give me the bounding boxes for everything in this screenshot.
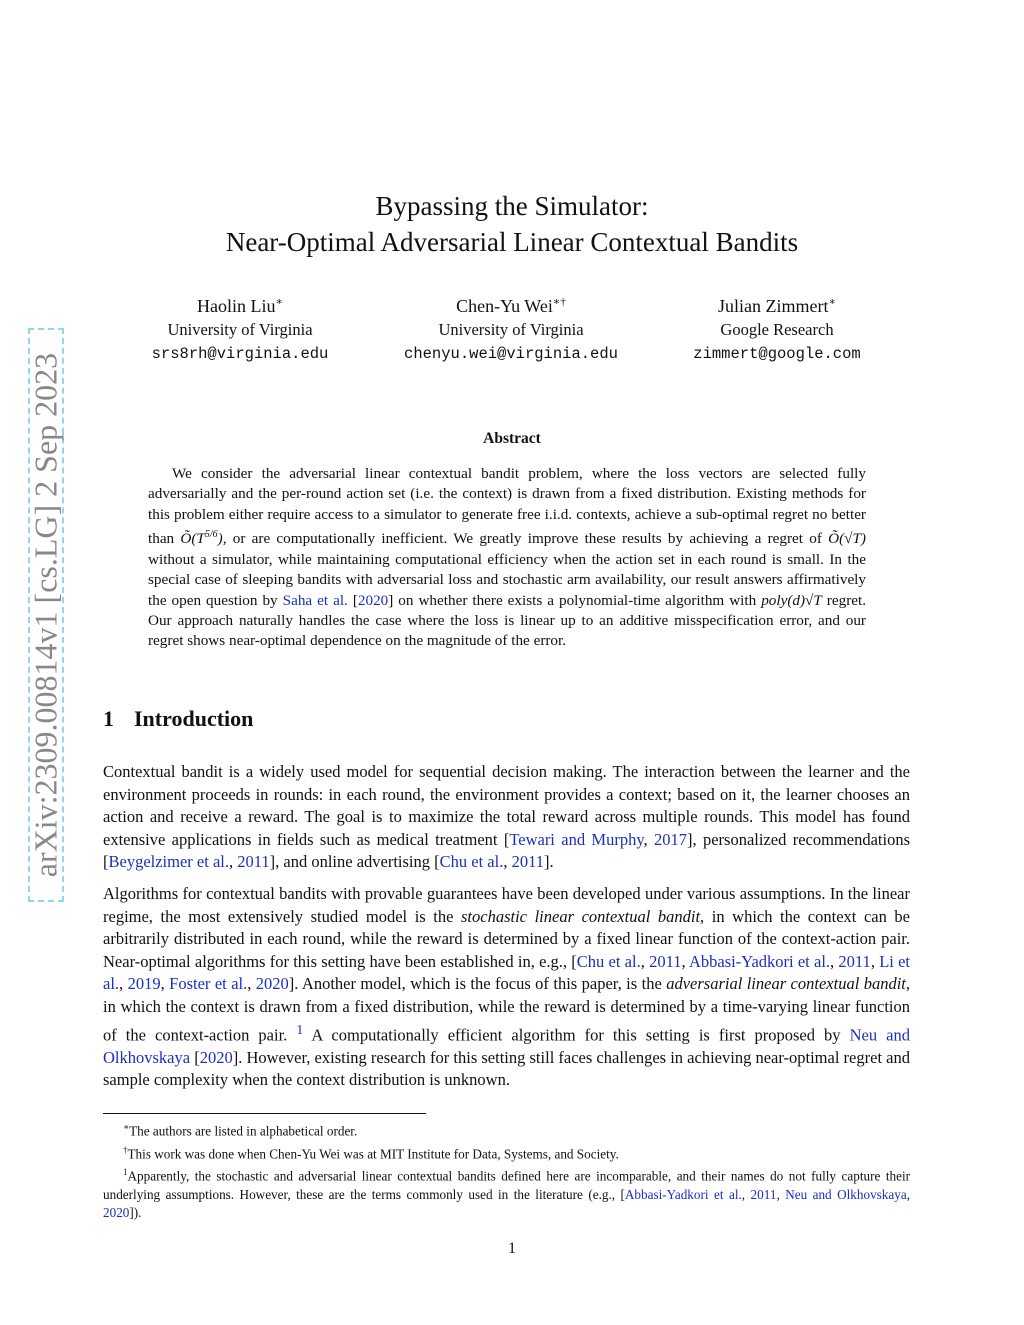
citation-year-link[interactable]: 2020 (255, 974, 289, 994)
author-mark: ∗ (828, 296, 836, 308)
math-expr: Õ(T (180, 530, 205, 548)
citation-link[interactable]: Chu et al. (576, 951, 641, 971)
citation-link[interactable]: Beygelzimer et al. (108, 852, 229, 872)
body-text: ]. (543, 852, 554, 872)
title-line-1: Bypassing the Simulator: (375, 191, 649, 221)
section-number: 1 (103, 706, 114, 731)
section-title: Introduction (134, 706, 254, 731)
footnote-3: $^1$Apparently, the stochastic and adversarial linear contextual bandits defined here are incomparable, and their names do not fully capture their underlying assumptions. However, these are the terms commonly used in the literature (e.g., [Abbasi-Yadkori et al., 2011, Neu and Olkhovskaya, 2020]). (103, 1167, 910, 1220)
citation-year-link[interactable]: 2020 (103, 1204, 130, 1220)
body-text: , in which the context is drawn from a fixed distribution, while the reward is determined by a time-varying linear function of the context-action pair. (103, 974, 911, 1045)
footnote-text: Apparently, the stochastic and adversarial linear contextual bandits defined here are incomparable, and their names do not fully capture their underlying assumptions. However, these are the terms commonly used in the literature (e.g., [ (103, 1168, 910, 1202)
footnote-mark: † (123, 1144, 128, 1155)
math-regret-result: Õ(√T) (828, 530, 866, 548)
abstract-text: We consider the adversarial linear contextual bandit problem, where the loss vectors are selected fully adversarially and the per-round action set (i.e. the context) is drawn from a fixed distribution. Existing methods for this problem either require access to a simulator to generate free i.i.d. contexts, achieve a sub-optimal regret no better than (148, 465, 866, 548)
section-heading (103, 706, 253, 732)
citation-link[interactable]: Saha et al. (282, 591, 348, 609)
author-block (647, 290, 907, 366)
author-affiliation: University of Virginia (167, 320, 313, 339)
author-affiliation: Google Research (720, 320, 834, 339)
citation-year-link[interactable]: 2011 (750, 1186, 777, 1202)
abstract-text: on whether there exists a polynomial-time algorithm with (393, 591, 762, 609)
citation-year-link[interactable]: 2011 (511, 852, 544, 872)
citation-year-link[interactable]: 2017 (654, 829, 687, 849)
footnote-divider (103, 1113, 426, 1114)
author-name: Julian Zimmert (718, 296, 829, 316)
paper-title (0, 188, 1024, 260)
citation-year-link[interactable]: 2020 (357, 591, 389, 609)
math-regret-bound (180, 530, 222, 547)
author-block (110, 290, 370, 366)
citation-year-link[interactable]: 2011 (838, 951, 871, 971)
math-poly-regret: poly(d)√T (761, 591, 822, 609)
citation-year-link[interactable]: 2011 (649, 951, 682, 971)
author-name: Haolin Liu (197, 296, 276, 316)
citation-year-link[interactable]: 2019 (127, 974, 161, 994)
body-text: ], and online advertising [ (269, 852, 440, 872)
emphasis: stochastic linear contextual bandit (461, 906, 701, 926)
author-email[interactable]: chenyu.wei@virginia.edu (404, 345, 618, 363)
citation-link[interactable]: Neu and Olkhovskaya (103, 1025, 910, 1067)
footnote-text: The authors are listed in alphabetical order. (129, 1123, 358, 1139)
body-text: Algorithms for contextual bandits with provable guarantees have been developed under various assumptions. In the linear regime, the most extensively studied model is the (103, 884, 910, 926)
citation-link[interactable]: Abbasi-Yadkori et al. (688, 951, 831, 971)
math-exponent: 5/6 (204, 529, 218, 541)
arxiv-stamp-text: arXiv:2309.00814v1 [cs.LG] 2 Sep 2023 (27, 352, 64, 878)
citation-link[interactable]: Tewari and Murphy (509, 829, 644, 849)
author-mark: ∗ (275, 296, 283, 308)
citation-link[interactable]: Chu et al. (439, 852, 504, 872)
abstract-body (148, 464, 866, 652)
footnote-1 (103, 1118, 910, 1141)
body-text: ], personalized recommendations [ (103, 829, 910, 872)
page-number: 1 (508, 1240, 516, 1257)
citation-link[interactable]: Foster et al. (169, 974, 248, 994)
bracket: [ (347, 591, 358, 609)
footnote-text: ]). (129, 1204, 142, 1220)
footnote-link[interactable]: 1 (296, 1021, 304, 1037)
arxiv-identifier-stamp (28, 328, 64, 902)
body-text: , in which the context can be arbitrarily distributed in each round, while the reward is determined by a fixed linear function of the context-action pair. Near-optimal algorithms for this setting have been established in, e.g., [ (103, 906, 910, 971)
math-paren: ) (217, 530, 223, 548)
author-mark: ∗† (552, 296, 566, 308)
footnotes (103, 1118, 910, 1222)
intro-paragraph-1: Contextual bandit is a widely used model for sequential decision making. The interaction between the learner and the environment proceeds in rounds: in each round, the environment provides a context; based on it, the learner chooses an action and receive a reward. The goal is to maximize the total reward across multiple rounds. This model has found extensive applications in fields such as medical treatment [Tewari and Murphy, 2017], personalized recommendations [Beygelzimer et al., 2011], and online advertising [Chu et al., 2011]. (103, 762, 910, 872)
citation-year-link[interactable]: 2020 (199, 1047, 233, 1067)
footnote-text: This work was done when Chen-Yu Wei was at MIT Institute for Data, Systems, and Society. (127, 1145, 619, 1161)
title-line-2: Near-Optimal Adversarial Linear Contextual Bandits (225, 227, 799, 257)
body-text: Contextual bandit is a widely used model for sequential decision making. The interaction between the learner and the environment proceeds in rounds: in each round, the environment provides a context; based on it, the learner chooses an action and receive a reward. The goal is to maximize the total reward across multiple rounds. This model has found extensive applications in fields such as medical treatment [ (103, 762, 910, 849)
intro-paragraph-2: Algorithms for contextual bandits with provable guarantees have been developed under various assumptions. In the linear regime, the most extensively studied model is the stochastic linear contextual bandit, in which the context can be arbitrarily distributed in each round, while the reward is determined by a fixed linear function of the context-action pair. Near-optimal algorithms for this setting have been established in, e.g., [Chu et al., 2011, Abbasi-Yadkori et al., 2011, Li et al., 2019, Foster et al., 2020]. Another model, which is the focus of this paper, is the adversarial linear contextual bandit, in which the context is drawn from a fixed distribution, while the reward is determined by a time-varying linear function of the context-action pair. $^1$ A computationally efficient algorithm for this setting is first proposed by Neu and Olkhovskaya [2020]. However, existing research for this setting still faces challenges in achieving near-optimal regret and sample complexity when the context distribution is unknown. (103, 884, 911, 1090)
citation-link[interactable]: Abbasi-Yadkori et al. (624, 1186, 742, 1202)
footnote-2 (103, 1141, 910, 1164)
author-email[interactable]: zimmert@google.com (693, 345, 861, 363)
body-text: ]. However, existing research for this setting still faces challenges in achieving near-optimal regret and sample complexity when the context distribution is unknown. (103, 1047, 910, 1090)
author-email[interactable]: srs8rh@virginia.edu (151, 345, 329, 363)
body-text: A computationally efficient algorithm for this setting is first proposed by (303, 1025, 850, 1045)
abstract-text: , or are computationally inefficient. We greatly improve these results by achieving a regret of (222, 530, 829, 548)
citation-link[interactable]: Li et al. (103, 951, 911, 994)
footnote-mark: 1 (123, 1167, 128, 1178)
author-name: Chen-Yu Wei (456, 296, 553, 316)
body-text: ]. Another model, which is the focus of this paper, is the (288, 974, 667, 994)
citation-link[interactable]: Neu and Olkhovskaya (785, 1186, 907, 1202)
citation-year-link[interactable]: 2011 (237, 852, 270, 872)
abstract-text: regret. Our approach naturally handles the case where the loss is linear up to an additive misspecification error, and our regret shows near-optimal dependence on the magnitude of the error. (148, 591, 867, 650)
author-block (381, 290, 641, 366)
emphasis: adversarial linear contextual bandit (666, 974, 906, 994)
footnote-mark: ∗ (123, 1122, 130, 1132)
abstract-text: without a simulator, while maintaining computational efficiency when the action set in each round is small. In the special case of sleeping bandits with adversarial loss and stochastic arm availability, our result answers affirmatively the open question by (148, 550, 866, 609)
bracket: ] (388, 591, 394, 609)
author-affiliation: University of Virginia (438, 320, 584, 339)
abstract-heading: Abstract (483, 430, 541, 447)
